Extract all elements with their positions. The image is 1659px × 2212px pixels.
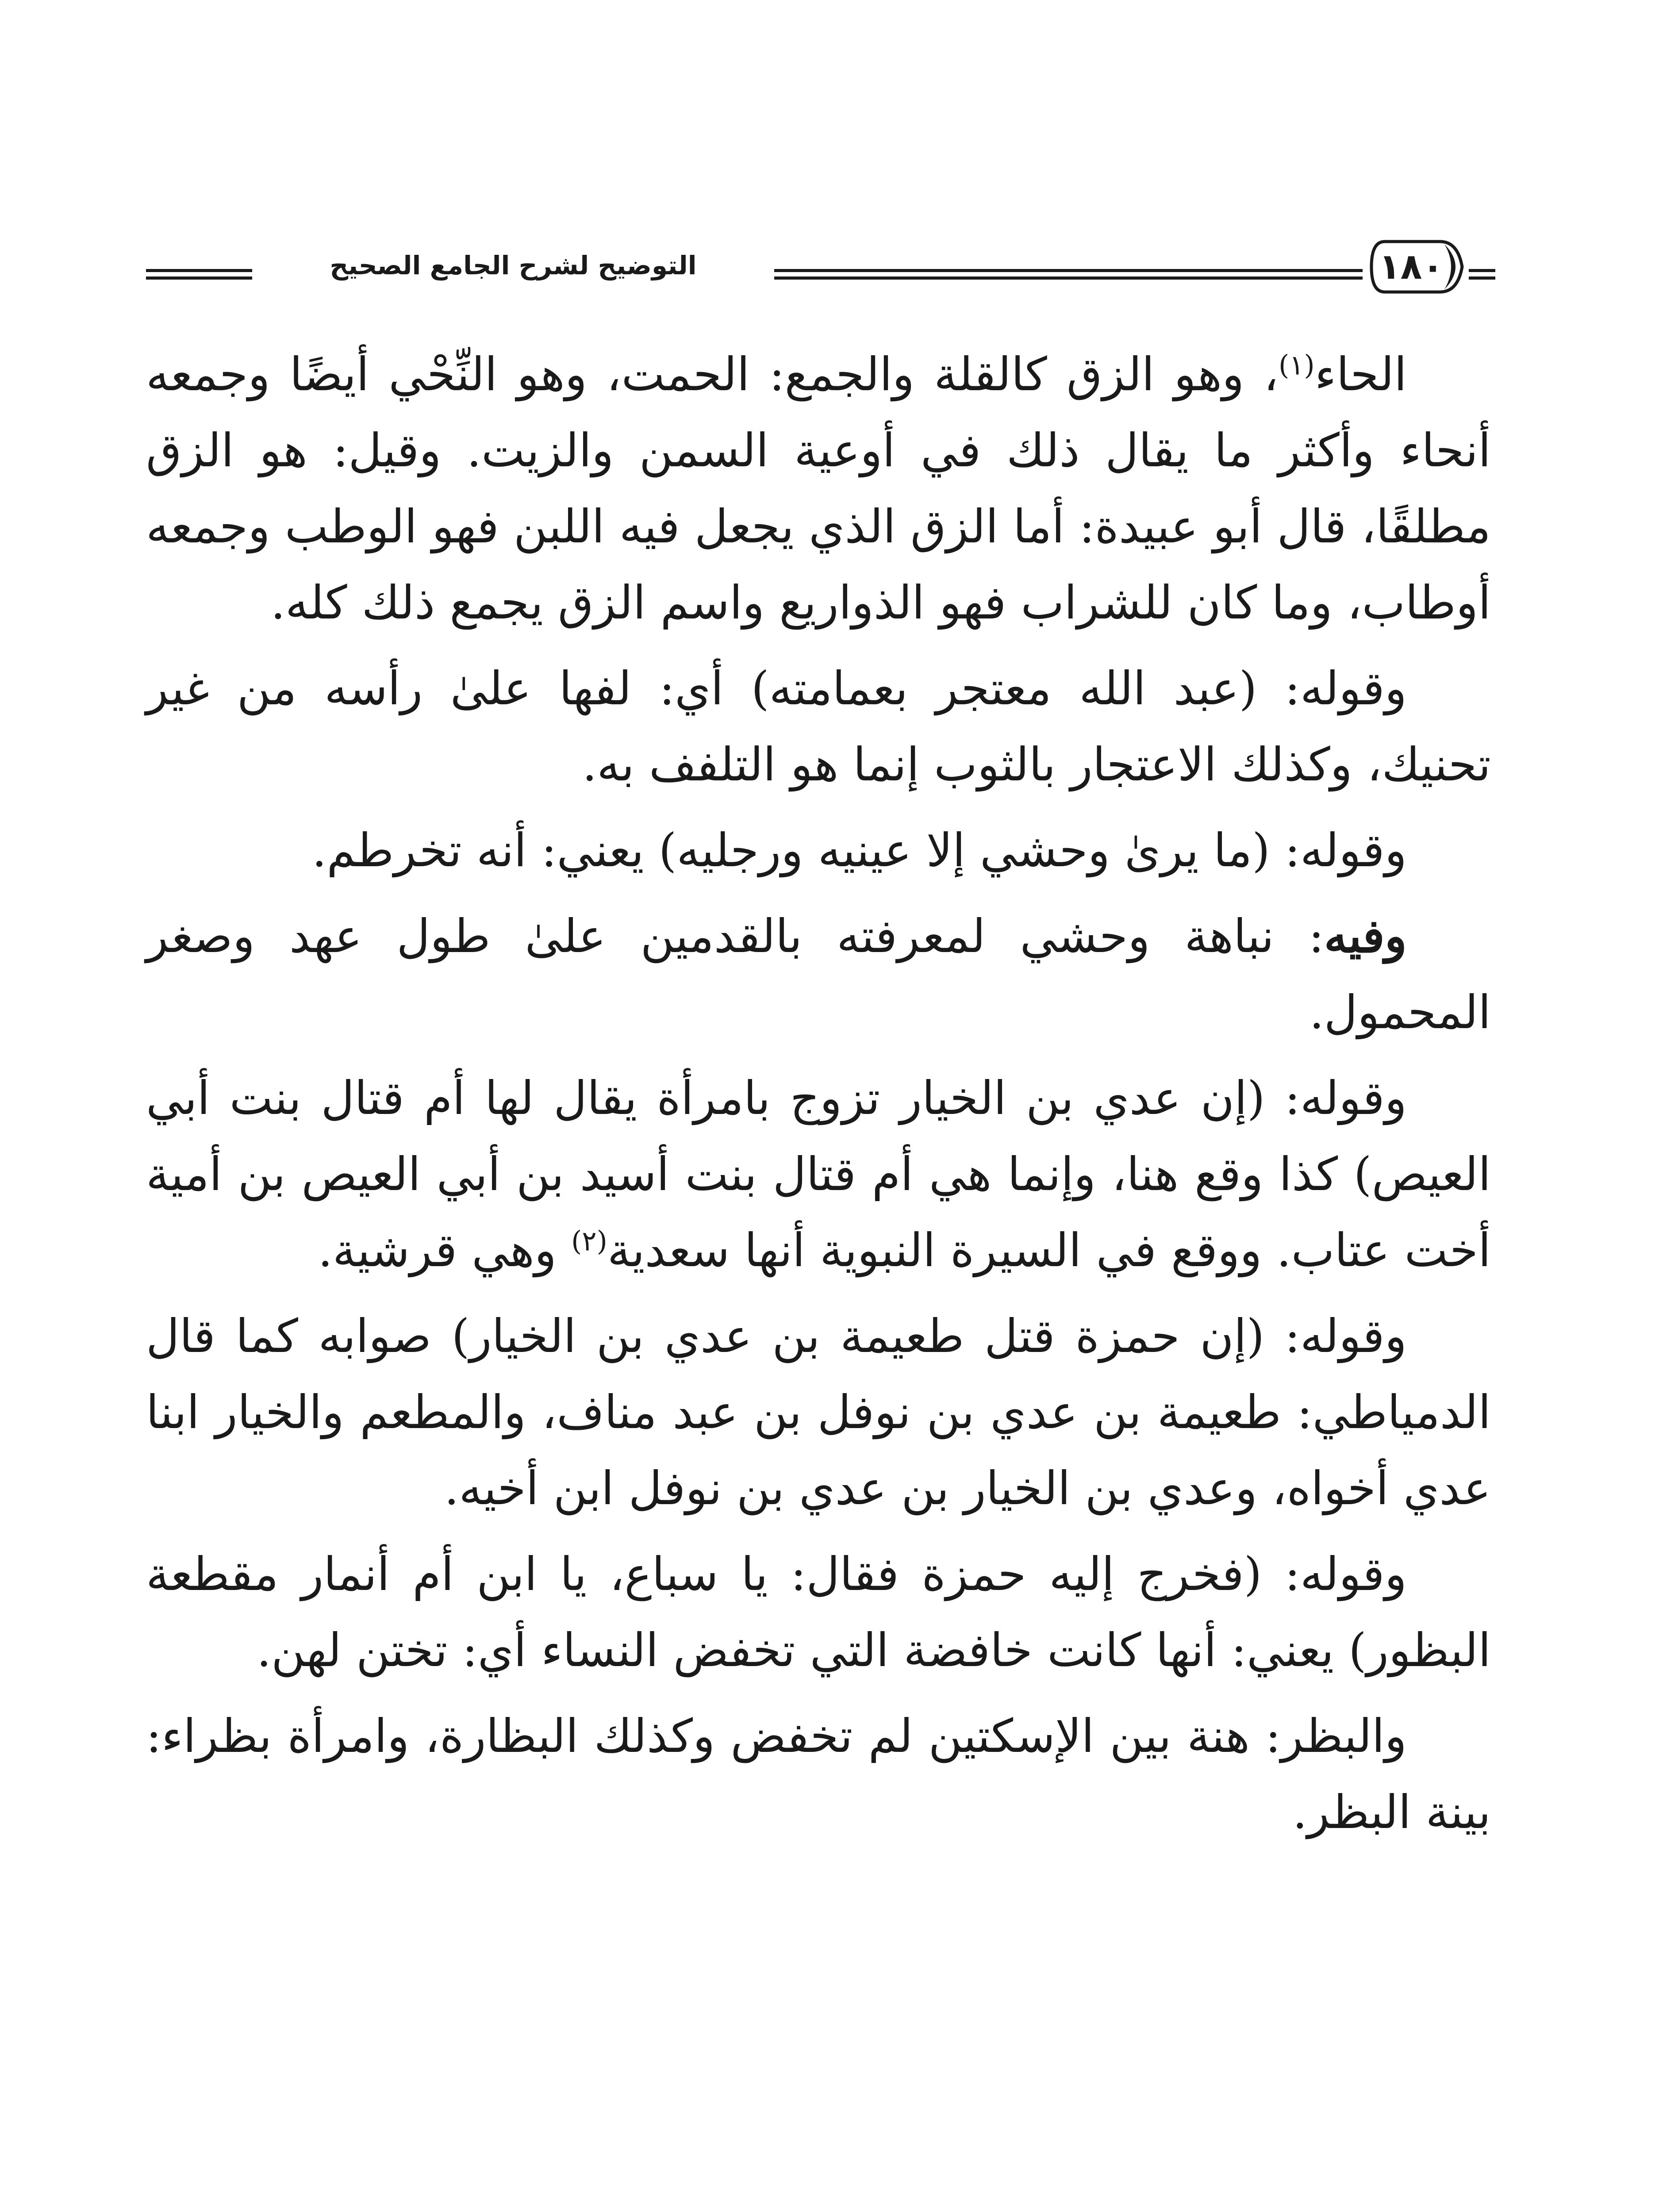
paragraph-text: وقوله: (عبد الله معتجر بعمامته) أي: لفها علىٰ رأسه من غير تحنيك، وكذلك الاعتجار بالثوب إنما هو التلفف به. <box>146 661 1491 791</box>
paragraph <box>146 898 1491 1050</box>
paragraph <box>146 1698 1491 1850</box>
paragraph-text: وهي قرشية. <box>318 1223 572 1277</box>
paragraph-text: ، وهو الزق كالقلة والجمع: الحمت، وهو النِّحْي أيضًا وجمعه أنحاء وأكثر ما يقال ذلك في أوعية السمن والزيت. وقيل: هو الزق مطلقًا، قال أبو عبيدة: أما الزق الذي يجعل فيه اللبن فهو الوطب وجمعه أوطاب، وما كان للشراب فهو الذواريع واسم الزق يجمع ذلك كله. <box>146 347 1491 630</box>
paragraph <box>146 650 1491 803</box>
paragraph-text: وقوله: (إن عدي بن الخيار تزوج بامرأة يقال لها أم قتال بنت أبي العيص) كذا وقع هنا، وإنما هي أم قتال بنت أسيد بن أبي العيص بن أمية أخت عتاب. ووقع في السيرة النبوية أنها سعدية <box>146 1071 1491 1277</box>
header-rule-left <box>146 269 252 280</box>
paragraph <box>146 1060 1491 1288</box>
paragraph-text: : نباهة وحشي لمعرفته بالقدمين علىٰ طول عهد وصغر المحمول. <box>146 909 1491 1039</box>
running-header <box>146 226 1491 314</box>
header-rule-right <box>1469 269 1495 280</box>
footnote-reference: (١) <box>1278 349 1315 381</box>
footnote-reference: (٢) <box>571 1225 607 1257</box>
paragraph-text: وقوله: (فخرج إليه حمزة فقال: يا سباع، يا ابن أم أنمار مقطعة البظور) يعني: أنها كانت خافضة التي تخفض النساء أي: تختن لهن. <box>146 1547 1491 1677</box>
header-rule-middle <box>774 269 1363 280</box>
paragraph-text: وقوله: (ما يرىٰ وحشي إلا عينيه ورجليه) يعني: أنه تخرطم. <box>312 823 1407 877</box>
page-number: ١٨٠ <box>1379 246 1444 287</box>
header-title: التوضيح لشرح الجامع الصحيح <box>330 250 697 280</box>
page-number-badge <box>1367 234 1469 300</box>
paragraph-text: الحاء <box>1314 347 1407 401</box>
paragraph <box>146 1536 1491 1688</box>
paragraph <box>146 812 1491 888</box>
paragraph-text: والبظر: هنة بين الإسكتين لم تخفض وكذلك البظارة، وامرأة بظراء: بينة البظر. <box>146 1709 1491 1839</box>
paragraph <box>146 1298 1491 1526</box>
bold-lead-word: وفيه <box>1324 909 1407 963</box>
main-text <box>146 336 1491 1860</box>
paragraph-text: وقوله: (إن حمزة قتل طعيمة بن عدي بن الخيار) صوابه كما قال الدمياطي: طعيمة بن عدي بن نوفل بن عبد مناف، والمطعم والخيار ابنا عدي أخواه، وعدي بن الخيار بن عدي بن نوفل ابن أخيه. <box>146 1309 1491 1515</box>
paragraph <box>146 336 1491 641</box>
